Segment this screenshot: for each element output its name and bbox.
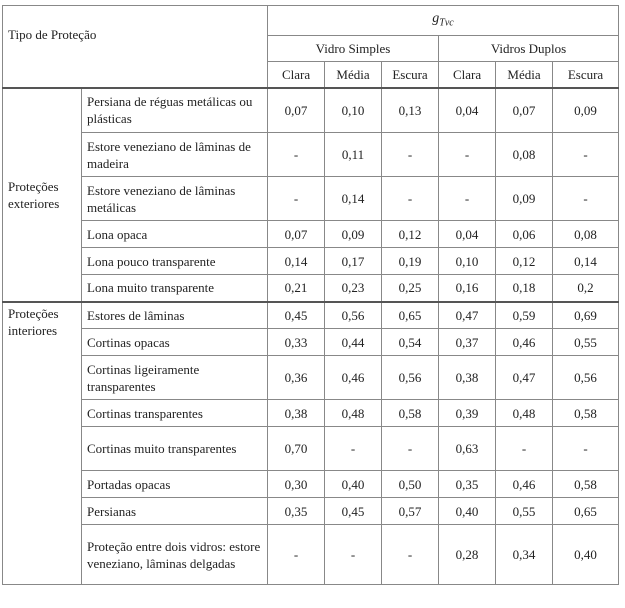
table-row xyxy=(3,275,619,302)
table-row xyxy=(3,329,619,356)
cell-value: 0,09 xyxy=(325,221,382,248)
cell-value: 0,37 xyxy=(439,329,496,356)
cell-value: 0,21 xyxy=(268,275,325,302)
cell-value: 0,08 xyxy=(553,221,619,248)
row-label: Lona muito transparente xyxy=(82,275,268,302)
cell-value: - xyxy=(268,177,325,221)
row-label: Proteção entre dois vidros: estore veneziano, lâminas delgadas xyxy=(82,525,268,585)
cell-value: - xyxy=(325,427,382,471)
table-row xyxy=(3,427,619,471)
cell-value: 0,55 xyxy=(496,498,553,525)
cell-value: 0,47 xyxy=(439,302,496,329)
cell-value: - xyxy=(268,525,325,585)
subcol-header: Média xyxy=(325,62,382,88)
cell-value: 0,58 xyxy=(382,400,439,427)
cell-value: 0,46 xyxy=(496,329,553,356)
cell-value: - xyxy=(382,133,439,177)
cell-value: 0,57 xyxy=(382,498,439,525)
cell-value: 0,48 xyxy=(325,400,382,427)
cell-value: 0,35 xyxy=(268,498,325,525)
cell-value: 0,47 xyxy=(496,356,553,400)
cell-value: 0,58 xyxy=(553,471,619,498)
cell-value: 0,2 xyxy=(553,275,619,302)
cell-value: 0,33 xyxy=(268,329,325,356)
cell-value: 0,54 xyxy=(382,329,439,356)
cell-value: 0,63 xyxy=(439,427,496,471)
cell-value: 0,48 xyxy=(496,400,553,427)
cell-value: 0,55 xyxy=(553,329,619,356)
table-row xyxy=(3,133,619,177)
row-label: Estore veneziano de lâminas de madeira xyxy=(82,133,268,177)
cell-value: 0,45 xyxy=(325,498,382,525)
cell-value: 0,10 xyxy=(439,248,496,275)
cell-value: - xyxy=(325,525,382,585)
subcol-header: Clara xyxy=(439,62,496,88)
cell-value: 0,70 xyxy=(268,427,325,471)
cell-value: 0,45 xyxy=(268,302,325,329)
table-row xyxy=(3,356,619,400)
cell-value: - xyxy=(553,133,619,177)
subcol-header: Média xyxy=(496,62,553,88)
table-row xyxy=(3,525,619,585)
cell-value: 0,14 xyxy=(325,177,382,221)
cell-value: 0,11 xyxy=(325,133,382,177)
cell-value: 0,59 xyxy=(496,302,553,329)
cell-value: 0,12 xyxy=(496,248,553,275)
table-row xyxy=(3,302,619,329)
table-row xyxy=(3,248,619,275)
row-label: Lona pouco transparente xyxy=(82,248,268,275)
cell-value: 0,46 xyxy=(325,356,382,400)
row-label: Estore veneziano de lâminas metálicas xyxy=(82,177,268,221)
table-row xyxy=(3,88,619,133)
cell-value: 0,07 xyxy=(268,221,325,248)
protection-table xyxy=(2,5,619,585)
cell-value: - xyxy=(553,177,619,221)
cell-value: 0,14 xyxy=(553,248,619,275)
g-tvc-header xyxy=(268,6,619,36)
cell-value: 0,50 xyxy=(382,471,439,498)
cell-value: 0,19 xyxy=(382,248,439,275)
subcol-header: Clara xyxy=(268,62,325,88)
cell-value: 0,12 xyxy=(382,221,439,248)
group-interiores: Proteções interiores xyxy=(3,302,82,585)
cell-value: 0,38 xyxy=(268,400,325,427)
row-label: Cortinas ligeiramente transparentes xyxy=(82,356,268,400)
cell-value: - xyxy=(382,525,439,585)
cell-value: 0,40 xyxy=(325,471,382,498)
cell-value: 0,40 xyxy=(439,498,496,525)
row-label: Cortinas opacas xyxy=(82,329,268,356)
g-subscript: Tvc xyxy=(439,17,454,29)
table-row xyxy=(3,471,619,498)
cell-value: 0,13 xyxy=(382,88,439,133)
cell-value: 0,39 xyxy=(439,400,496,427)
cell-value: 0,09 xyxy=(496,177,553,221)
vidro-simples-header: Vidro Simples xyxy=(268,36,439,62)
subcol-header: Escura xyxy=(382,62,439,88)
cell-value: 0,09 xyxy=(553,88,619,133)
cell-value: - xyxy=(382,177,439,221)
cell-value: 0,36 xyxy=(268,356,325,400)
row-label: Cortinas transparentes xyxy=(82,400,268,427)
vidros-duplos-header: Vidros Duplos xyxy=(439,36,619,62)
row-label: Estores de lâminas xyxy=(82,302,268,329)
cell-value: - xyxy=(553,427,619,471)
table-row xyxy=(3,498,619,525)
table-row xyxy=(3,221,619,248)
cell-value: 0,58 xyxy=(553,400,619,427)
cell-value: - xyxy=(496,427,553,471)
cell-value: 0,38 xyxy=(439,356,496,400)
cell-value: - xyxy=(439,177,496,221)
table-row xyxy=(3,177,619,221)
cell-value: 0,28 xyxy=(439,525,496,585)
cell-value: 0,04 xyxy=(439,88,496,133)
cell-value: 0,65 xyxy=(382,302,439,329)
row-label: Lona opaca xyxy=(82,221,268,248)
cell-value: 0,25 xyxy=(382,275,439,302)
cell-value: 0,56 xyxy=(382,356,439,400)
cell-value: 0,07 xyxy=(496,88,553,133)
cell-value: 0,07 xyxy=(268,88,325,133)
cell-value: 0,14 xyxy=(268,248,325,275)
row-label: Cortinas muito transparentes xyxy=(82,427,268,471)
cell-value: 0,69 xyxy=(553,302,619,329)
cell-value: 0,23 xyxy=(325,275,382,302)
cell-value: 0,18 xyxy=(496,275,553,302)
table-row xyxy=(3,400,619,427)
cell-value: 0,17 xyxy=(325,248,382,275)
cell-value: 0,65 xyxy=(553,498,619,525)
cell-value: 0,30 xyxy=(268,471,325,498)
cell-value: 0,35 xyxy=(439,471,496,498)
cell-value: 0,10 xyxy=(325,88,382,133)
row-label: Persiana de réguas metálicas ou plásticas xyxy=(82,88,268,133)
cell-value: 0,08 xyxy=(496,133,553,177)
tipo-header: Tipo de Proteção xyxy=(3,6,268,88)
cell-value: 0,40 xyxy=(553,525,619,585)
cell-value: 0,16 xyxy=(439,275,496,302)
row-label: Persianas xyxy=(82,498,268,525)
subcol-header: Escura xyxy=(553,62,619,88)
cell-value: 0,56 xyxy=(553,356,619,400)
row-label: Portadas opacas xyxy=(82,471,268,498)
cell-value: - xyxy=(439,133,496,177)
cell-value: - xyxy=(268,133,325,177)
cell-value: 0,06 xyxy=(496,221,553,248)
cell-value: 0,56 xyxy=(325,302,382,329)
cell-value: 0,04 xyxy=(439,221,496,248)
cell-value: 0,46 xyxy=(496,471,553,498)
cell-value: 0,34 xyxy=(496,525,553,585)
cell-value: - xyxy=(382,427,439,471)
cell-value: 0,44 xyxy=(325,329,382,356)
group-exteriores: Proteções exteriores xyxy=(3,88,82,302)
g-symbol: g xyxy=(432,11,440,27)
